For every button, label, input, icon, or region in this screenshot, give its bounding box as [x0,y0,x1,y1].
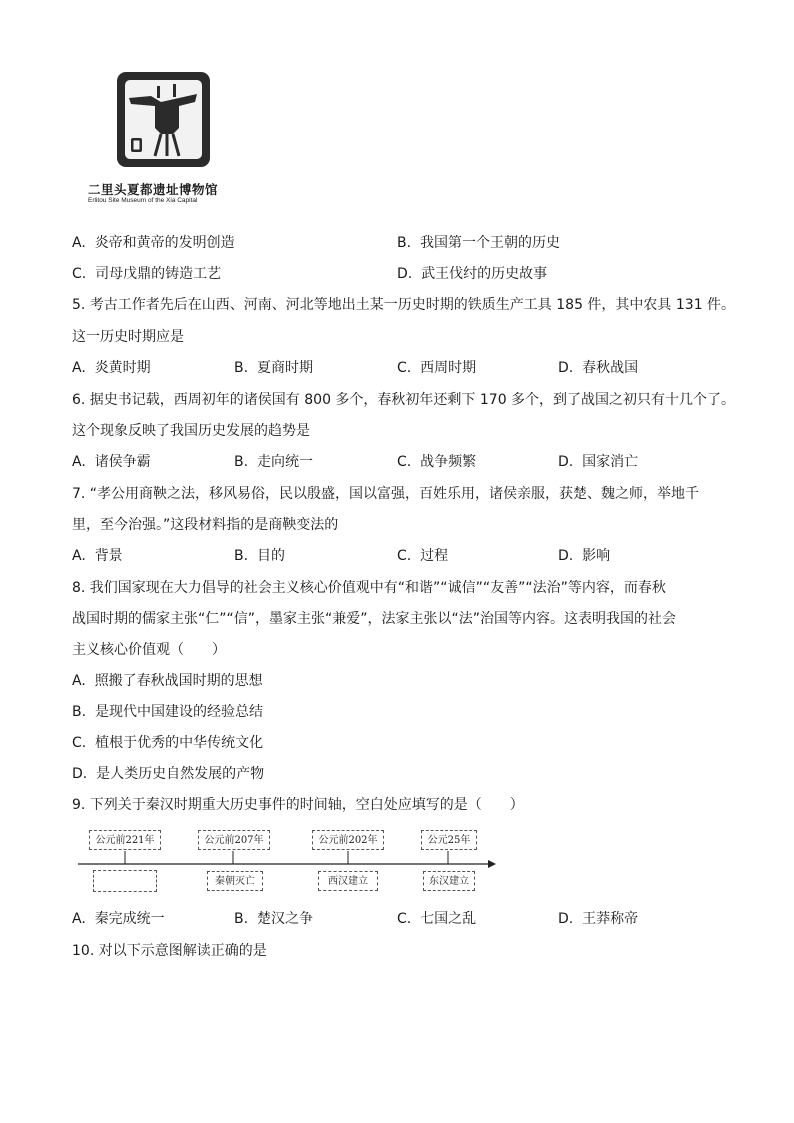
q4-option-c: C. 司母戊鼎的铸造工艺 [72,266,222,282]
q9-option-d: D. 王莽称帝 [558,911,639,927]
qin-han-timeline [0,825,794,897]
q7-option-d: D. 影响 [558,548,611,564]
q5-option-c: C. 西周时期 [397,360,477,376]
q5-option-b: B. 夏商时期 [234,360,313,376]
timeline-event-blank [93,870,157,892]
q9-stem-line1: 9. 下列关于秦汉时期重大历史事件的时间轴，空白处应填写的是（ ） [72,797,524,813]
q4-option-d: D. 武王伐纣的历史故事 [397,266,548,282]
q6-option-b: B. 走向统一 [234,454,313,470]
arrow-right-icon [488,860,496,868]
q4-option-b: B. 我国第一个王朝的历史 [397,235,560,251]
q8-option-d: D. 是人类历史自然发展的产物 [72,766,265,782]
q9-option-a: A. 秦完成统一 [72,911,165,927]
q6-option-d: D. 国家消亡 [558,454,639,470]
q6-option-a: A. 诸侯争霸 [72,454,151,470]
q8-option-a: A. 照搬了春秋战国时期的思想 [72,673,263,689]
q9-option-c: C. 七国之乱 [397,911,477,927]
q7-stem-line1: 7. “孝公用商鞅之法，移风易俗，民以殷盛，国以富强，百姓乐用，诸侯亲服，获楚、魏之师，举地千 [72,486,700,502]
bronze-jue-logo-icon [117,72,210,167]
timeline-event-2: 秦朝灭亡 [207,871,263,891]
q5-option-d: D. 春秋战国 [558,360,639,376]
q8-stem-line3: 主义核心价值观（ ） [72,642,226,658]
q8-option-b: B. 是现代中国建设的经验总结 [72,704,263,720]
q7-stem-line2: 里，至今治强。”这段材料指的是商鞅变法的 [72,517,339,533]
timeline-date-1: 公元前221年 [89,830,161,850]
q5-stem-line1: 5. 考古工作者先后在山西、河南、河北等地出土某一历史时期的铁质生产工具 185 件，其中农具 131 件。 [72,297,736,313]
q4-option-a: A. 炎帝和黄帝的发明创造 [72,235,235,251]
q8-option-c: C. 植根于优秀的中华传统文化 [72,735,264,751]
q7-option-c: C. 过程 [397,548,449,564]
timeline-event-4: 东汉建立 [423,871,475,891]
q6-option-c: C. 战争频繁 [397,454,477,470]
museum-name-en: Erlitou Site Museum of the Xia Capital [88,197,198,204]
timeline-event-3: 西汉建立 [318,871,378,891]
q6-stem-line2: 这个现象反映了我国历史发展的趋势是 [72,423,310,439]
q9-option-b: B. 楚汉之争 [234,911,313,927]
q8-stem-line1: 8. 我们国家现在大力倡导的社会主义核心价值观中有“和谐”“诚信”“友善”“法治”等内容，而春秋 [72,580,666,596]
q10-stem-line1: 10. 对以下示意图解读正确的是 [72,943,267,959]
q7-option-a: A. 背景 [72,548,123,564]
q6-stem-line1: 6. 据史书记载，西周初年的诸侯国有 800 多个，春秋初年还剩下 170 多个，到了战国之初只有十几个了。 [72,392,736,408]
museum-logo [88,72,238,212]
timeline-date-3: 公元前202年 [312,830,384,850]
q7-option-b: B. 目的 [234,548,285,564]
museum-name-cn: 二里头夏都遗址博物馆 [88,182,219,197]
q5-option-a: A. 炎黄时期 [72,360,151,376]
q5-stem-line2: 这一历史时期应是 [72,329,184,345]
timeline-date-2: 公元前207年 [198,830,270,850]
timeline-date-4: 公元25年 [421,830,477,850]
q8-stem-line2: 战国时期的儒家主张“仁”“信”，墨家主张“兼爱”，法家主张以“法”治国等内容。这表明我国的社会 [72,611,677,627]
